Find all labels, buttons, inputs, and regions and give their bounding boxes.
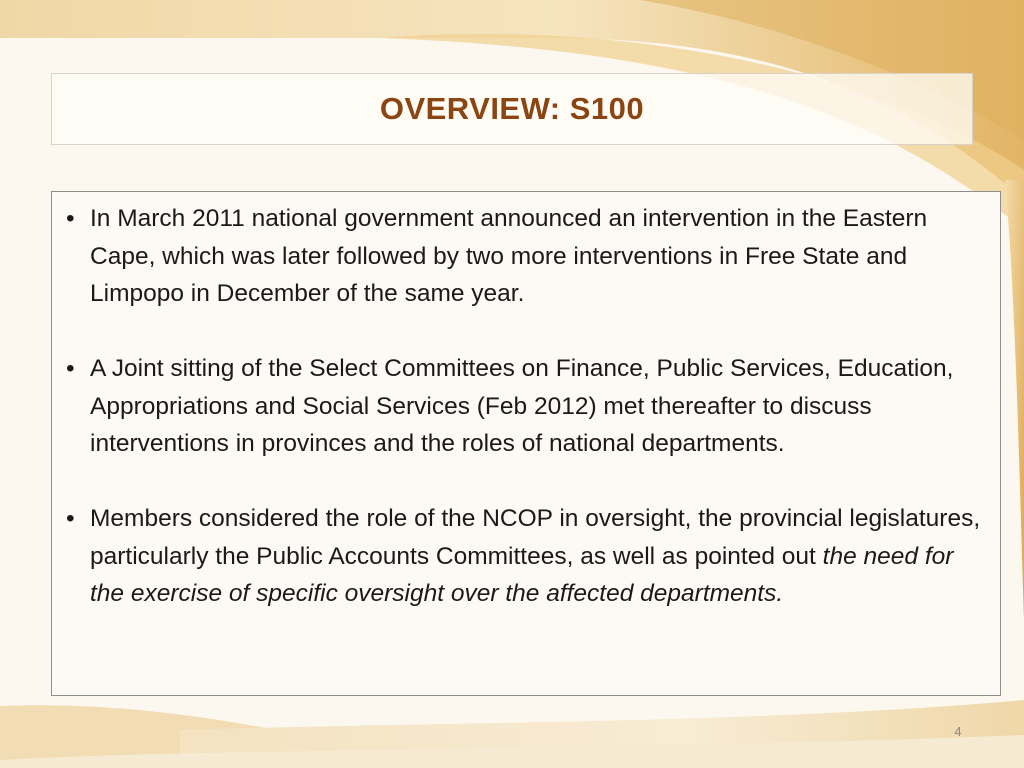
bullet-icon: • [66,205,75,232]
content-box [51,191,1001,696]
bullet-text: In March 2011 national government announced an intervention in the Eastern Cape, which was later followed by two more interventions in Free State and Limpopo in December of the same year. [90,205,928,307]
title-box [51,73,973,145]
bullet-item [66,350,986,463]
bullet-item [66,500,986,613]
bullet-list [66,200,986,613]
slide-number: 4 [954,724,962,739]
bullet-text: A Joint sitting of the Select Committees on Finance, Public Services, Education, Appropriations and Social Services (Feb 2012) met thereafter to discuss interventions in provinces and the roles of national departments. [90,355,954,457]
bullet-icon: • [66,505,75,532]
bullet-text: Members considered the role of the NCOP in oversight, the provincial legislatures, particularly the Public Accounts Committees, as well as pointed out [90,505,981,570]
bullet-item [66,200,986,313]
slide-title: OVERVIEW: S100 [379,91,645,126]
bullet-icon: • [66,355,75,382]
bullet-emphasis-text: the need for the exercise of specific oversight over the affected departments. [90,542,954,607]
